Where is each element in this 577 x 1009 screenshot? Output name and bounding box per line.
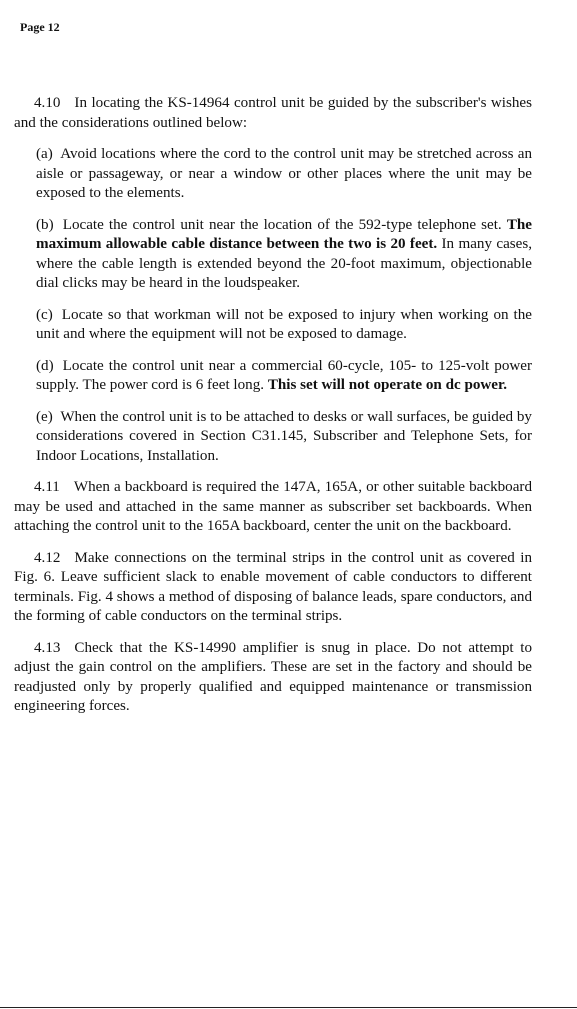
list-item-c xyxy=(14,306,532,345)
item-text: Locate so that workman will not be exposed to injury when working on the unit and where the equipment will not be exposed to damage. xyxy=(36,306,532,342)
item-label: (d) xyxy=(36,357,54,374)
document-body xyxy=(14,94,532,729)
item-text: Avoid locations where the cord to the control unit may be stretched across an aisle or passageway, or near a window or other places where the unit may be exposed to the elements. xyxy=(36,146,532,201)
item-emphasis: This set will not operate on dc power. xyxy=(267,377,508,393)
page-bottom-rule xyxy=(0,1007,577,1008)
section-number: 4.12 xyxy=(34,549,61,566)
item-label: (e) xyxy=(36,408,53,425)
section-number: 4.11 xyxy=(34,479,60,495)
paragraph-4-12 xyxy=(14,549,532,627)
list-item-a xyxy=(14,145,532,204)
item-text: Locate the control unit near the location of the 592-type telephone set. xyxy=(62,216,507,233)
section-number: 4.10 xyxy=(34,95,61,111)
item-emphasis: The maximum allowable cable distance between the two is 20 feet. xyxy=(36,216,532,252)
paragraph-4-10 xyxy=(14,94,532,133)
paragraph-text: When a backboard is required the 147A, 165A, or other suitable backboard may be used and attached in the same manner as subscriber set backboards. When attaching the control unit to the 165A backboard, center the unit on the backboard. xyxy=(14,479,532,534)
list-item-e xyxy=(14,408,532,467)
item-label: (a) xyxy=(36,146,53,162)
section-number: 4.13 xyxy=(34,639,61,656)
item-text-continued: In many cases, where the cable length is extended beyond the 20-foot maximum, objectionable dial clicks may be heard in the loudspeaker. xyxy=(36,236,533,291)
list-item-b xyxy=(14,216,532,294)
item-label: (b) xyxy=(36,216,54,233)
item-label: (c) xyxy=(36,306,53,323)
item-text: When the control unit is to be attached to desks or wall surfaces, be guided by considerations covered in Section C31.145, Subscriber and Telephone Sets, for Indoor Locations, Installation. xyxy=(36,408,532,464)
paragraph-4-13 xyxy=(14,639,532,717)
paragraph-4-11 xyxy=(14,478,532,537)
item-text: Locate the control unit near a commercial 60-cycle, 105- to 125-volt power supply. The power cord is 6 feet long. xyxy=(36,357,532,393)
page-number: Page 12 xyxy=(20,20,60,34)
paragraph-text: Check that the KS-14990 amplifier is snug in place. Do not attempt to adjust the gain control on the amplifiers. These are set in the factory and should be readjusted only by properly qualified and equipped maintenance or transmission engineering forces. xyxy=(14,639,532,714)
list-item-d xyxy=(14,357,532,396)
paragraph-text: In locating the KS-14964 control unit be guided by the subscriber's wishes and the considerations outlined below: xyxy=(14,95,532,131)
paragraph-text: Make connections on the terminal strips in the control unit as covered in Fig. 6. Leave sufficient slack to enable movement of cable conductors to different terminals. Fig. 4 shows a method of disposing of balance leads, spare conductors, and the forming of cable conductors on the terminal strips. xyxy=(14,549,532,624)
